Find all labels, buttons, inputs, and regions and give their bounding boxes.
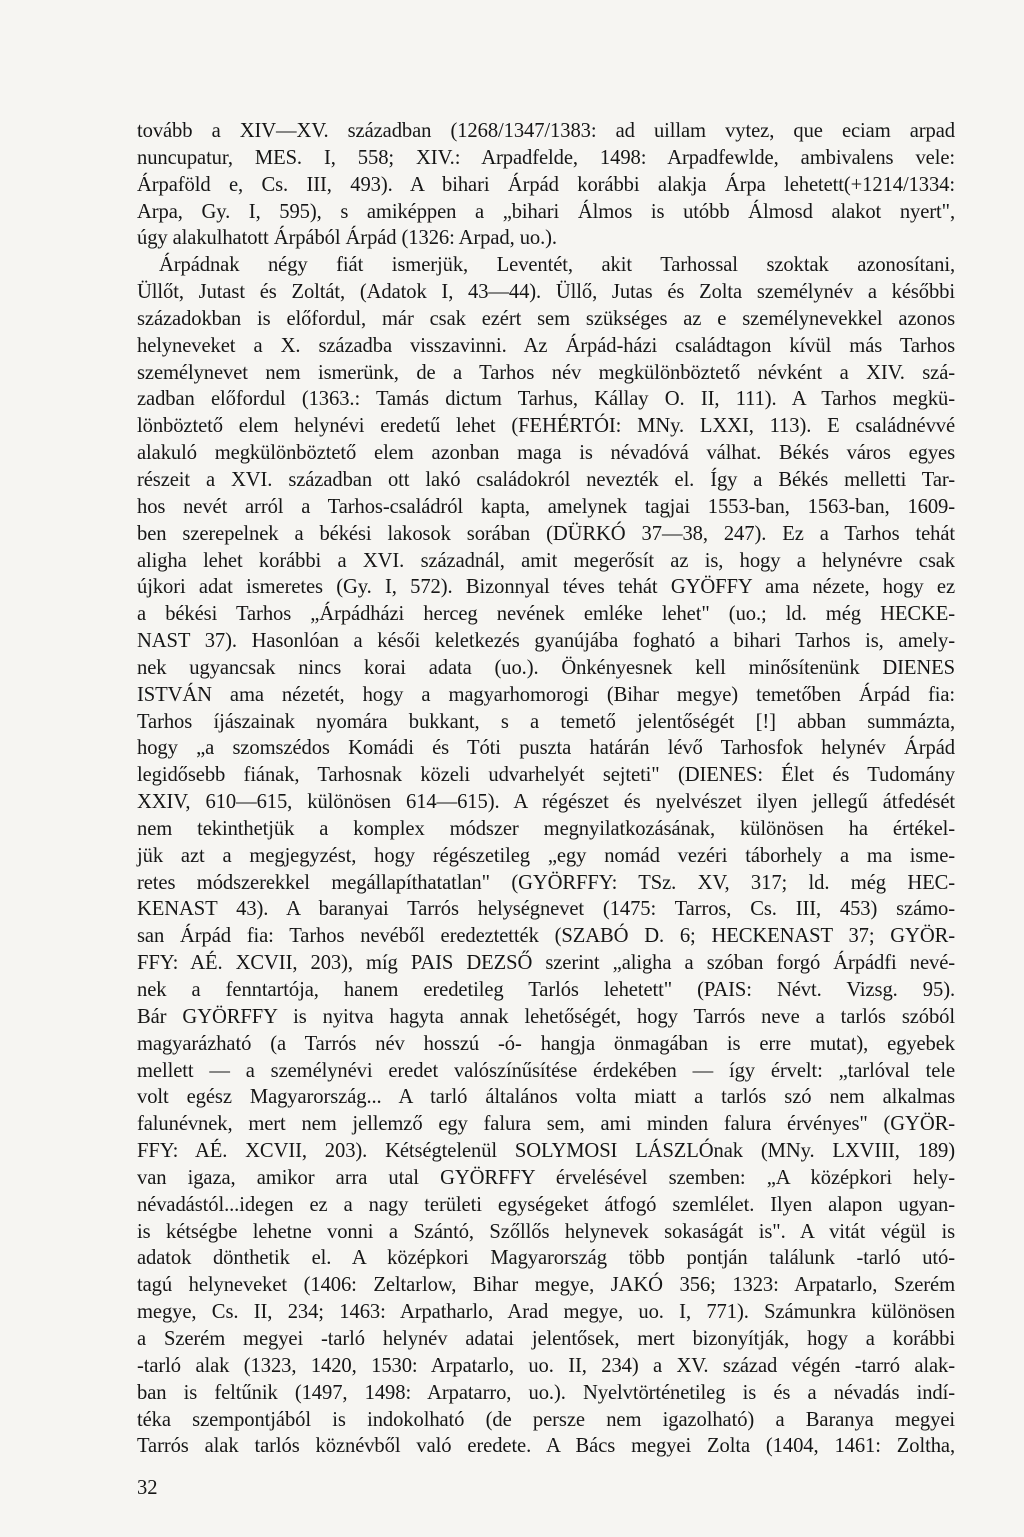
text-line: volt egész Magyarország... A tarló általános volta miatt a tarlós szó nem alkalmas	[137, 1086, 955, 1109]
text-line: tagú helyneveket (1406: Zeltarlow, Bihar megye, JAKÓ 356; 1323: Arpatarlo, Szerém	[137, 1274, 955, 1297]
text-line: legidősebb fiának, Tarhosnak közeli udvarhelyét sejteti" (DIENES: Élet és Tudomány	[137, 764, 955, 787]
text-line: jük azt a megjegyzést, hogy régészetileg „egy nomád vezéri táborhely a ma isme-	[137, 844, 955, 867]
text-line: Árpádnak négy fiát ismerjük, Leventét, akit Tarhossal szoktak azonosítani,	[159, 254, 955, 277]
text-line: magyarázható (a Tarrós név hosszú -ó- hangja önmagában is erre mutat), egyebek	[137, 1032, 955, 1055]
text-line: névadástól...idegen ez a nagy területi egységeket átfogó szemlélet. Ilyen alapon ugyan-	[137, 1193, 955, 1216]
text-line: KENAST 43). A baranyai Tarrós helységnevet (1475: Tarros, Cs. III, 453) számo-	[137, 898, 955, 921]
text-line: falunévnek, mert nem jellemző egy falura sem, ami minden falura érvényes" (GYÖR-	[137, 1113, 955, 1136]
text-line: részeit a XVI. században ott lakó családokról nevezték el. Így a Békés melletti Tar-	[137, 468, 955, 491]
text-line: úgy alakulhatott Árpából Árpád (1326: Arpad, uo.).	[137, 227, 557, 250]
text-line: retes módszerekkel megállapíthatatlan" (GYÖRFFY: TSz. XV, 317; ld. még HEC-	[137, 871, 955, 894]
text-line: hogy „a szomszédos Komádi és Tóti puszta határán lévő Tarhosfok helynév Árpád	[137, 737, 955, 760]
text-line: aligha lehet korábbi a XVI. századnál, amit megerősít az is, hogy a helynévre csak	[137, 549, 955, 572]
text-line: Tarrós alak tarlós köznévből való eredete. A Bács megyei Zolta (1404, 1461: Zoltha,	[137, 1435, 955, 1458]
text-line: helyneveket a X. századba visszavinni. Az Árpád-házi családtagon kívül más Tarhos	[137, 334, 955, 357]
text-line: századokban is előfordul, már csak ezért sem szükséges az e személynevekkel azonos	[137, 307, 955, 330]
text-line: Üllőt, Jutast és Zoltát, (Adatok I, 43—44). Üllő, Jutas és Zolta személynév a későbbi	[137, 281, 955, 304]
text-line: lönböztető elem helynévi eredetű lehet (FEHÉRTÓI: MNy. LXXI, 113). E családnévvé	[137, 415, 955, 438]
text-line: NAST 37). Hasonlóan a késői keletkezés gyanújába fogható a bihari Tarhos is, amely-	[137, 630, 955, 653]
text-line: ben szerepelnek a békési lakosok sorában (DÜRKÓ 37—38, 247). Ez a Tarhos tehát	[137, 522, 955, 545]
text-line: mellett — a személynévi eredet valószínűsítése érdekében — így érvelt: „tarlóval tele	[137, 1059, 955, 1082]
text-line: is kétségbe lehetne vonni a Szántó, Szőllős helynevek sokaságát is". A vitát végül is	[137, 1220, 955, 1243]
text-line: zadban előfordul (1363.: Tamás dictum Tarhus, Kállay O. II, 111). A Tarhos megkü-	[137, 388, 955, 411]
text-line: Arpa, Gy. I, 595), s amiképpen a „bihari Álmos is utóbb Álmosd alakot nyert",	[137, 200, 955, 223]
text-line: megye, Cs. II, 234; 1463: Arpatharlo, Arad megye, uo. I, 771). Számunkra különösen	[137, 1301, 955, 1324]
text-line: -tarló alak (1323, 1420, 1530: Arpatarlo, uo. II, 234) a XV. század végén -tarró alak-	[137, 1354, 955, 1377]
text-line: alakuló megkülönböztető elem azonban maga is névadóvá válhat. Békés város egyes	[137, 442, 955, 465]
text-line: téka szempontjából is indokolható (de persze nem igazolható) a Baranya megyei	[137, 1408, 955, 1431]
text-line: van igaza, amikor arra utal GYÖRFFY érvelésével szemben: „A középkori hely-	[137, 1166, 955, 1189]
text-line: nek a fenntartója, hanem eredetileg Tarlós lehetett" (PAIS: Névt. Vizsg. 95).	[137, 979, 955, 1001]
text-line: FFY: AÉ. XCVII, 203). Kétségtelenül SOLYMOSI LÁSZLÓnak (MNy. LXVIII, 189)	[137, 1140, 955, 1163]
text-line: nuncupatur, MES. I, 558; XIV.: Arpadfelde, 1498: Arpadfewlde, ambivalens vele:	[137, 146, 955, 169]
text-line: hos nevét arról a Tarhos-családról kapta, amelynek tagjai 1553-ban, 1563-ban, 1609-	[137, 495, 955, 518]
text-line: XXIV, 610—615, különösen 614—615). A régészet és nyelvészet ilyen jellegű átfedését	[137, 791, 955, 814]
text-line: ban is feltűnik (1497, 1498: Arpatarro, uo.). Nyelvtörténetileg is és a névadás indí-	[137, 1381, 955, 1404]
text-line: újkori adat ismeretes (Gy. I, 572). Bizonnyal téves tehát GYÖFFY ama nézete, hogy ez	[137, 576, 955, 599]
text-line: tovább a XIV—XV. században (1268/1347/1383: ad uillam vytez, que eciam arpad	[137, 120, 955, 142]
text-line: ISTVÁN ama nézetét, hogy a magyarhomorogi (Bihar megye) temetőben Árpád fia:	[137, 683, 955, 706]
text-line: Árpaföld e, Cs. III, 493). A bihari Árpád korábbi alakja Árpa lehetett(+1214/1334:	[137, 173, 955, 196]
body-text	[137, 118, 955, 1460]
text-line: Bár GYÖRFFY is nyitva hagyta annak lehetőségét, hogy Tarrós neve a tarlós szóból	[137, 1005, 955, 1028]
text-line: nek ugyancsak nincs korai adata (uo.). Önkényesnek kell minősítenünk DIENES	[137, 656, 955, 679]
text-line: Tarhos íjászainak nyomára bukkant, s a temető jelentőségét [!] abban summázta,	[137, 710, 955, 733]
text-line: személynevet nem ismerünk, de a Tarhos név megkülönböztető névként a XIV. szá-	[137, 361, 955, 384]
text-line: san Árpád fia: Tarhos nevéből eredeztették (SZABÓ D. 6; HECKENAST 37; GYÖR-	[137, 925, 955, 948]
page-number: 32	[137, 1477, 158, 1499]
text-line: FFY: AÉ. XCVII, 203), míg PAIS DEZSŐ szerint „aligha a szóban forgó Árpádfi nevé-	[137, 952, 955, 975]
text-line: a békési Tarhos „Árpádházi herceg nevének emléke lehet" (uo.; ld. még HECKE-	[137, 603, 955, 626]
text-line: nem tekinthetjük a komplex módszer megnyilatkozásának, különösen ha értékel-	[137, 817, 955, 840]
text-line: a Szerém megyei -tarló helynév adatai jelentősek, mert bizonyítják, hogy a korábbi	[137, 1327, 955, 1350]
text-line: adatok dönthetik el. A középkori Magyarország több pontján találunk -tarló utó-	[137, 1247, 955, 1270]
